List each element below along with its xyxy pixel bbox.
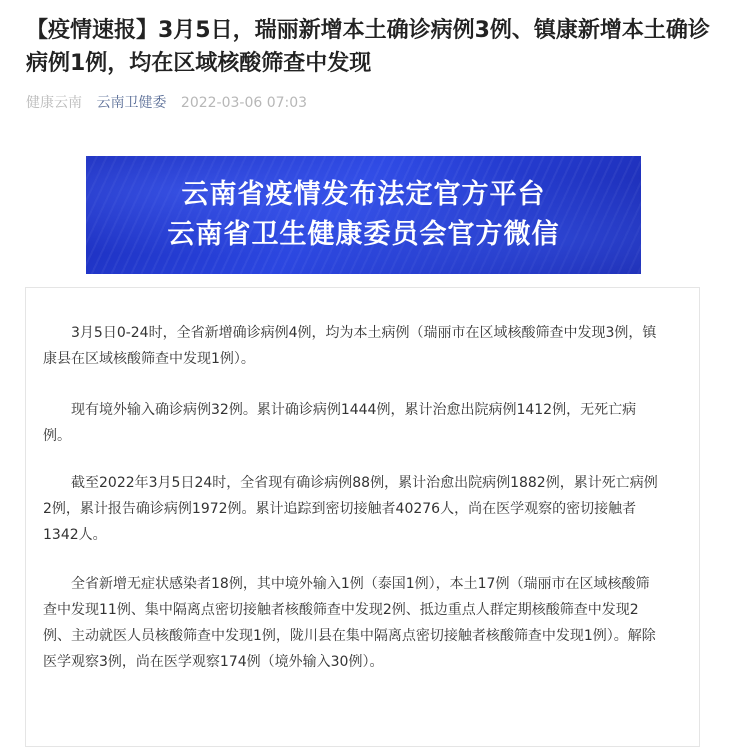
- article-meta: [26, 93, 317, 113]
- paragraph-1: 3月5日0-24时，全省新增确诊病例4例，均为本土病例（瑞丽市在区域核酸筛查中发现3例，镇康县在区域核酸筛查中发现1例）。: [43, 325, 657, 367]
- account-name[interactable]: 健康云南: [26, 95, 82, 111]
- banner-line-1: 云南省疫情发布法定官方平台: [181, 179, 546, 210]
- account-link[interactable]: 云南卫健委: [96, 95, 167, 111]
- paragraph-4: 全省新增无症状感染者18例，其中境外输入1例（泰国1例），本土17例（瑞丽市在区域核酸筛查中发现11例、集中隔离点密切接触者核酸筛查中发现2例、抵边重点人群定期核酸筛查中发现2例、主动就医人员核酸筛查中发现1例，陇川县在集中隔离点密切接触者核酸筛查中发现1例）。解除医学观察3例，尚在医学观察174例（境外输入30例）。: [43, 576, 656, 670]
- banner-image: [86, 156, 641, 274]
- paragraph-2: 现有境外输入确诊病例32例。累计确诊病例1444例，累计治愈出院病例1412例，无死亡病例。: [43, 402, 637, 444]
- publish-date: 2022-03-06 07:03: [180, 95, 308, 111]
- paragraph-3: 截至2022年3月5日24时，全省现有确诊病例88例，累计治愈出院病例1882例，累计死亡病例2例，累计报告确诊病例1972例。累计追踪到密切接触者40276人，尚在医学观察的密切接触者1342人。: [43, 475, 658, 543]
- article-title: 【疫情速报】3月5日，瑞丽新增本土确诊病例3例、镇康新增本土确诊病例1例，均在区域核酸筛查中发现: [26, 18, 710, 76]
- banner-line-2: 云南省卫生健康委员会官方微信: [167, 219, 560, 250]
